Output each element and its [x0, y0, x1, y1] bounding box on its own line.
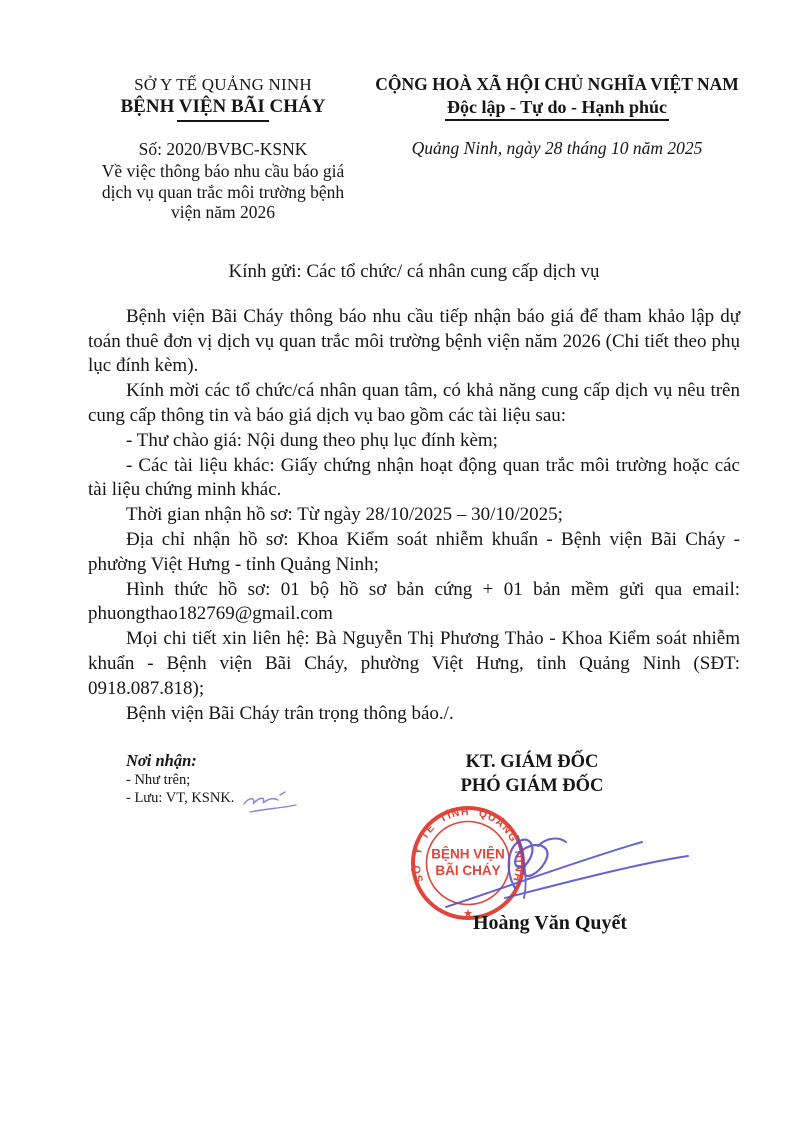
body-paragraph: - Thư chào giá: Nội dung theo phụ lục đính kèm; [126, 429, 498, 451]
stamp-center-line1: BỆNH VIỆN [431, 846, 505, 862]
body-paragraph: Thời gian nhận hồ sơ: Từ ngày 28/10/2025 – 30/10/2025; [126, 504, 563, 526]
body-paragraph: Bệnh viện Bãi Cháy trân trọng thông báo./. [126, 702, 454, 724]
document-body [88, 260, 740, 726]
national-motto: Độc lập - Tự do - Hạnh phúc [445, 97, 669, 121]
national-title: CỘNG HOÀ XÃ HỘI CHỦ NGHĨA VIỆT NAM [375, 74, 739, 94]
stamp-star-icon: ★ [463, 908, 473, 920]
place-date-line: Quảng Ninh, ngày 28 tháng 10 năm 2025 [411, 138, 703, 158]
recipients-block [126, 751, 234, 807]
recipients-item: - Lưu: VT, KSNK. [126, 790, 235, 806]
hospital-name-underline [177, 120, 269, 122]
salutation-line: Kính gửi: Các tổ chức/ cá nhân cung cấp dịch vụ [228, 261, 600, 282]
signature-title-block [392, 751, 672, 798]
hospital-name: BỆNH VIỆN BÃI CHÁY [120, 96, 326, 117]
document-number: Số: 2020/BVBC-KSNK [138, 139, 308, 159]
body-paragraph: Mọi chi tiết xin liên hệ: Bà Nguyễn Thị Phương Thảo - Khoa Kiểm soát nhiễm khuẩn - Bệnh viện Bãi Cháy, phường Việt Hưng, tỉnh Quảng Ninh (SĐT: 0918.087.818); [88, 628, 740, 699]
stamp-rim-text: SỞ Y TẾ TỈNH QUẢNG NINH [410, 805, 526, 884]
body-paragraph: - Các tài liệu khác: Giấy chứng nhận hoạt động quan trắc môi trường hoặc các tài liệu chứng minh khác. [88, 454, 740, 501]
recipients-title: Nơi nhận: [126, 751, 197, 770]
signature-title-1: KT. GIÁM ĐỐC [465, 752, 599, 772]
body-paragraph: Hình thức hồ sơ: 01 bộ hồ sơ bản cứng + 01 bản mềm gửi qua email: phuongthao182769@gmail.com [88, 578, 740, 625]
body-paragraph: Bệnh viện Bãi Cháy thông báo nhu cầu tiếp nhận báo giá để tham khảo lập dự toán thuê đơn vị dịch vụ quan trắc môi trường bệnh viện năm 2026 (Chi tiết theo phụ lục đính kèm). [88, 305, 740, 377]
issuing-org-block [90, 74, 356, 223]
signer-name: Hoàng Văn Quyết [472, 912, 628, 934]
body-paragraph: Kính mời các tổ chức/cá nhân quan tâm, có khả năng cung cấp dịch vụ nêu trên cung cấp thông tin và báo giá dịch vụ bao gồm các tài liệu sau: [88, 380, 740, 426]
director-signature-ink [420, 818, 710, 918]
department-name: SỞ Y TẾ QUẢNG NINH [134, 75, 312, 94]
document-subject: Về việc thông báo nhu cầu báo giá dịch vụ quan trắc môi trường bệnh viện năm 2026 [101, 161, 345, 222]
national-header-block [372, 74, 742, 159]
recipients-item: - Như trên; [126, 772, 191, 788]
stamp-center-line2: BÃI CHÁY [435, 863, 501, 878]
signature-title-2: PHÓ GIÁM ĐỐC [460, 775, 604, 796]
clerk-initials-ink [240, 790, 302, 816]
body-paragraph: Địa chỉ nhận hồ sơ: Khoa Kiểm soát nhiễm khuẩn - Bệnh viện Bãi Cháy - phường Việt Hưng - tỉnh Quảng Ninh; [88, 528, 740, 575]
